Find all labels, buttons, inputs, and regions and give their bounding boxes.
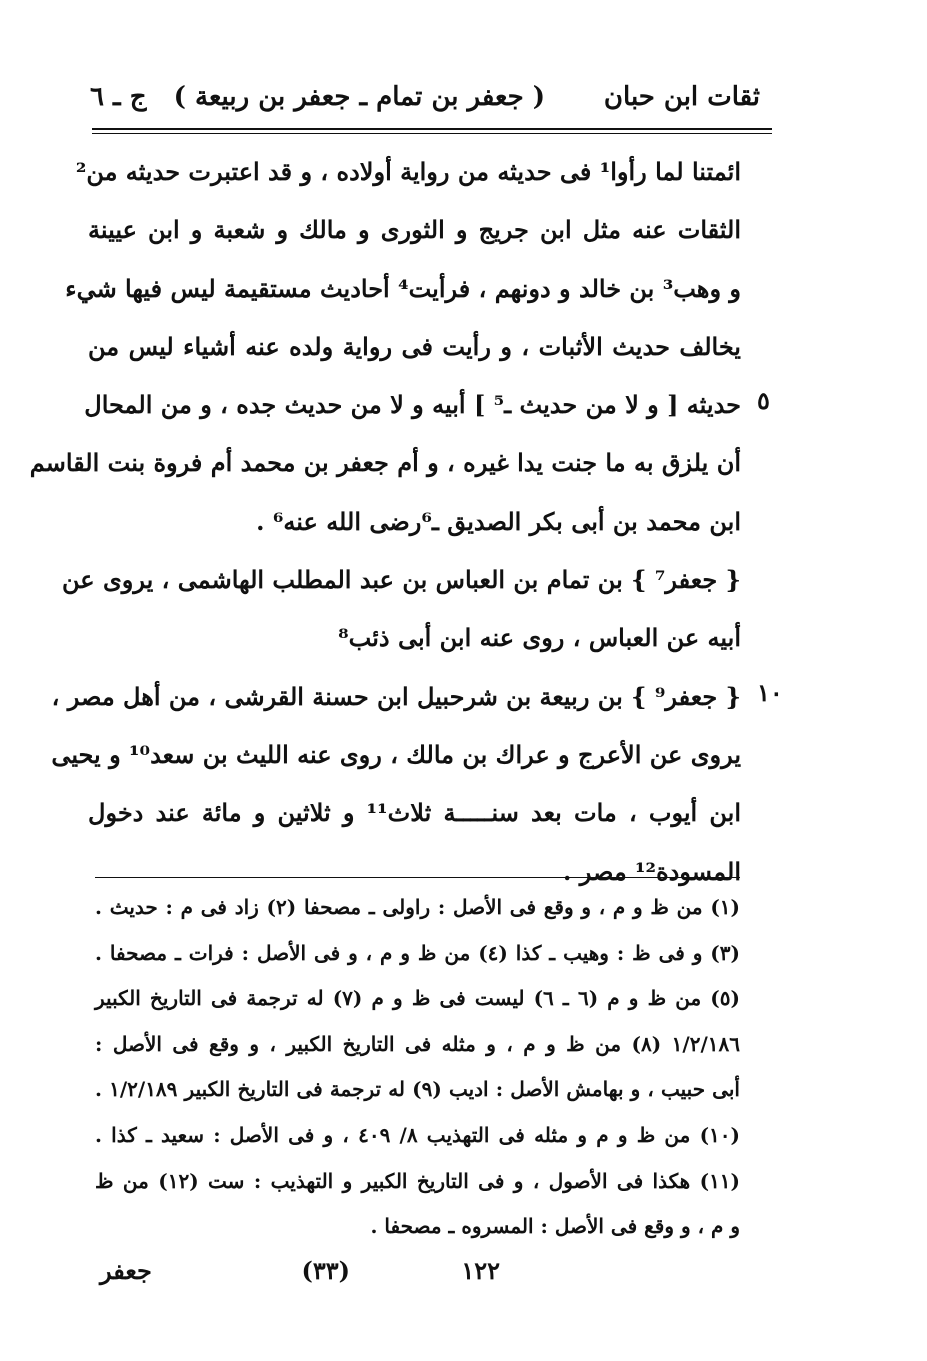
text-line-3: و وهب³ بن خالد و دونهم ، فرأيت⁴ أحاديث مستقيمة ليس فيها شيء xyxy=(65,273,741,303)
footnote-line-3: (٥) من ظ و م (٦ ـ ٦) ليست فى ظ و م (٧) له ترجمة فى التاريخ الكبير xyxy=(95,986,740,1011)
text-line-7: ابن محمد بن أبى بكر الصديق ـ⁶رضى الله عنه⁶ . xyxy=(256,506,741,536)
page-number: ١٢٢ xyxy=(461,1256,500,1285)
page-footer xyxy=(100,1256,500,1296)
running-head-entry-range: ( جعفر بن تمام ـ جعفر بن ربيعة ) xyxy=(173,82,545,112)
text-line-9: أبيه عن العباس ، روى عنه ابن أبى ذئب⁸ xyxy=(338,623,741,653)
text-line-2: الثقات عنه مثل ابن جريج و الثورى و مالك و شعبة و ابن عيينة xyxy=(88,215,741,245)
text-line-1: ائمتنا لما رأوا¹ فى حديثه من رواية أولاده ، و قد اعتبرت حديثه من² xyxy=(75,157,741,186)
main-text xyxy=(29,143,741,901)
header-rule-thick xyxy=(92,128,772,130)
text-line-6: أن يلزق به ما جنت يدا غيره ، و أم جعفر بن محمد أم فروة بنت القاسم xyxy=(29,448,741,478)
footnote-line-5: أبى حبيب ، و بهامش الأصل : اديب (٩) له ترجمة فى التاريخ الكبير ١/٢/١٨٩ . xyxy=(95,1077,740,1102)
running-head-book-title: ثقات ابن حبان xyxy=(603,82,760,112)
running-head-volume: ج ـ ٦ xyxy=(90,82,147,112)
footnote-line-1: (١) من ظ و م ، و وقع فى الأصل : راولى ـ مصحفا (٢) زاد فى م : حديث . xyxy=(95,895,740,919)
text-line-4: يخالف حديث الأثبات ، و رأيت فى رواية ولده عنه أشياء ليس من xyxy=(88,331,741,361)
footnote-line-2: (٣) و فى ظ : وهيب ـ كذا (٤) من ظ و م ، و فى الأصل : فرات ـ مصحفا . xyxy=(95,940,740,965)
footnote-line-8: و م ، و وقع فى الأصل : المسروه ـ مصحفا . xyxy=(370,1214,740,1239)
line-number-10: ١٠ xyxy=(757,678,783,707)
footnote-line-7: (١١) هكذا فى الأصول ، و فى التاريخ الكبير و التهذيب : ست (١٢) من ظ xyxy=(95,1168,741,1193)
text-line-13: المسودة¹² مصر . xyxy=(563,856,741,886)
text-line-12: ابن أيوب ، مات بعد سنـــــة ثلاث¹¹ و ثلاثين و مائة عند دخول xyxy=(88,798,741,828)
running-head xyxy=(90,76,760,120)
footnote-rule xyxy=(95,877,740,878)
header-rule-thin xyxy=(92,133,772,134)
footnotes xyxy=(95,885,740,1250)
text-line-11: يروى عن الأعرج و عراك بن مالك ، روى عنه الليث بن سعد¹⁰ و يحيى xyxy=(51,739,741,769)
text-line-5: حديثه [ و لا من حديث ـ⁵ ] أبيه و لا من حديث جده ، و من المحال xyxy=(84,390,741,420)
signature-mark: (٣٣) xyxy=(301,1256,350,1285)
footnote-line-6: (١٠) من ظ و م و مثله فى التهذيب ٨/ ٤٠٩ ، و فى الأصل : سعيد ـ كذا . xyxy=(95,1122,740,1147)
text-line-8: { جعفر⁷ } بن تمام بن العباس بن عبد المطلب الهاشمى ، يروى عن xyxy=(62,565,741,595)
catchword: جعفر xyxy=(100,1256,152,1285)
footnote-line-4: ١/٢/١٨٦ (٨) من ظ و م ، و مثله فى التاريخ الكبير ، و وقع فى الأصل : xyxy=(95,1031,740,1056)
line-number-5: ٥ xyxy=(757,386,770,415)
text-line-10: { جعفر⁹ } بن ربيعة بن شرحبيل ابن حسنة القرشى ، من أهل مصر ، xyxy=(51,681,741,711)
